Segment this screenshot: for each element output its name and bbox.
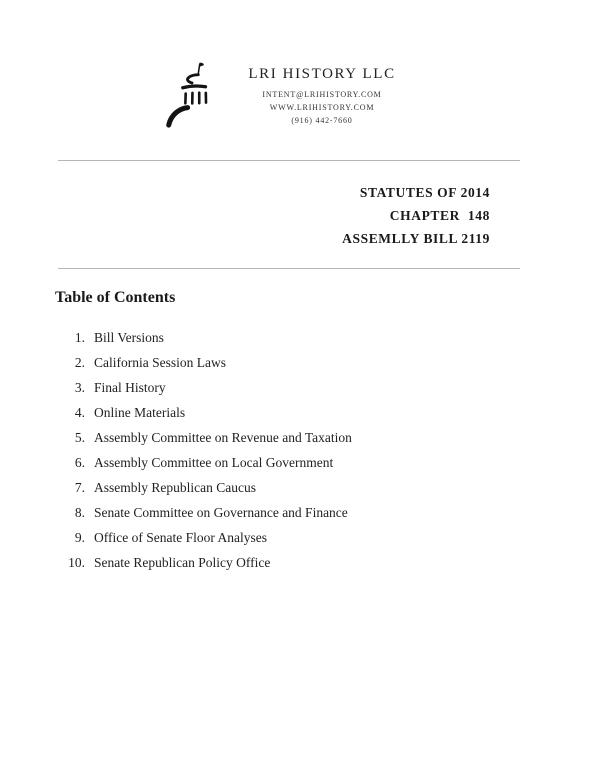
toc-item xyxy=(0,331,600,345)
toc-item xyxy=(0,381,600,395)
toc-item-label: Bill Versions xyxy=(94,330,164,345)
toc-item-number: 8. xyxy=(74,505,85,520)
toc-item-number: 9. xyxy=(74,530,85,545)
company-name: LRI HISTORY LLC xyxy=(248,65,396,82)
website-line: WWW.LRIHISTORY.COM xyxy=(269,102,375,112)
toc-item-number: 10. xyxy=(68,555,85,570)
toc-item-number: 3. xyxy=(74,380,85,395)
toc-item-number: 5. xyxy=(74,430,85,445)
letterhead xyxy=(0,0,600,134)
statutes-line: STATUTES OF 2014 xyxy=(359,185,490,200)
toc-item-label: Senate Committee on Governance and Finance xyxy=(94,505,348,520)
capitol-sketch-logo xyxy=(160,58,222,134)
toc-item xyxy=(0,481,600,495)
toc-item xyxy=(0,356,600,370)
toc-item xyxy=(0,431,600,445)
divider-top xyxy=(58,160,520,161)
toc-item-label: Assembly Republican Caucus xyxy=(94,480,256,495)
bill-line: ASSEMLLY BILL 2119 xyxy=(342,231,490,246)
toc-item-label: Final History xyxy=(94,380,166,395)
phone-line: (916) 442-7660 xyxy=(291,115,353,125)
toc-item-label: Online Materials xyxy=(94,405,186,420)
toc-item-number: 1. xyxy=(74,330,85,345)
toc-item-label: Assembly Committee on Local Government xyxy=(94,455,334,470)
divider-bottom xyxy=(58,268,520,269)
toc-item-number: 6. xyxy=(74,455,85,470)
toc-item-label: Senate Republican Policy Office xyxy=(94,555,271,570)
toc-item-number: 4. xyxy=(74,405,85,420)
toc-item xyxy=(0,531,600,545)
toc-item xyxy=(0,456,600,470)
statute-reference-block xyxy=(0,181,600,250)
toc-item xyxy=(0,406,600,420)
toc-item-label: Office of Senate Floor Analyses xyxy=(94,530,267,545)
toc-item-label: California Session Laws xyxy=(94,355,226,370)
toc-item xyxy=(0,506,600,520)
toc-item xyxy=(0,556,600,570)
toc-item-number: 2. xyxy=(74,355,85,370)
email-line: INTENT@LRIHISTORY.COM xyxy=(262,89,382,99)
toc-title: Table of Contents xyxy=(55,289,176,306)
toc-item-label: Assembly Committee on Revenue and Taxation xyxy=(94,430,352,445)
toc-list xyxy=(0,331,600,570)
contact-block xyxy=(248,66,395,127)
toc-item-number: 7. xyxy=(74,480,85,495)
chapter-line: CHAPTER 148 xyxy=(389,208,490,223)
